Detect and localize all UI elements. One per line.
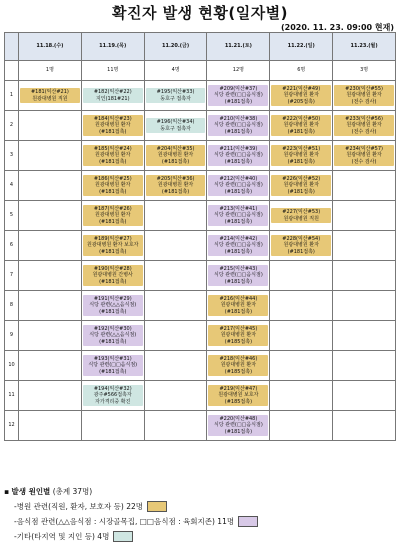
daily-count: 6명 [270, 61, 333, 81]
case-cell [81, 141, 144, 171]
case-line: #211(익산#39) [219, 145, 258, 152]
legend-item [14, 531, 396, 542]
case-entry [83, 355, 143, 376]
case-line: 자가격리중 확진 [95, 398, 131, 405]
case-line: #234(익산#57) [345, 145, 383, 152]
case-cell [81, 411, 144, 441]
case-line: (#181접촉) [224, 128, 253, 135]
case-cell [19, 321, 82, 351]
case-cell [270, 261, 333, 291]
case-line: 원광대병원 환자 보호자 [87, 242, 139, 249]
table-row [5, 351, 396, 381]
case-line: #227(익산#53) [282, 209, 321, 216]
case-line: 원광대병원 환자 [283, 182, 319, 189]
case-cell [81, 171, 144, 201]
corner-cell [5, 33, 19, 61]
case-line: 원광대병원 환자 [157, 182, 194, 189]
case-line: 식당 관련(□□음식점) [214, 272, 263, 279]
case-entry [146, 118, 206, 133]
case-cell [207, 171, 270, 201]
table-row [5, 81, 396, 111]
case-line: (#181접촉) [224, 278, 253, 285]
case-line: #214(익산#42) [219, 235, 258, 242]
legend-swatch [147, 501, 167, 512]
case-line: #204(익산#35) [156, 145, 195, 152]
case-line: #230(익산#55) [345, 85, 383, 92]
case-line: (#181접촉) [99, 188, 127, 195]
case-line: #216(익산#44) [219, 295, 258, 302]
legend-item [14, 501, 396, 512]
daily-count: 1명 [19, 61, 82, 81]
legend-item-text: 음식점 관련(△△음식점 : 시장골목집, □□음식점 : 육회지존) 11명 [16, 517, 235, 526]
case-line: #209(익산#37) [219, 85, 258, 92]
table-row [5, 411, 396, 441]
case-line: 원광대병원 환자 [283, 242, 319, 249]
case-cell [144, 141, 207, 171]
case-cell [144, 81, 207, 111]
row-number: 12 [5, 411, 19, 441]
case-line: (#181접촉) [287, 248, 315, 255]
case-entry [208, 355, 268, 376]
case-cell [270, 111, 333, 141]
case-line: #213(익산#41) [219, 205, 258, 212]
table-row [5, 291, 396, 321]
case-line: 광주#566접촉자 [93, 392, 132, 399]
case-entry [208, 415, 268, 436]
case-line: (#181접촉) [99, 308, 127, 315]
case-line: #186(익산#25) [93, 175, 132, 182]
case-cell [270, 321, 333, 351]
table-row [5, 321, 396, 351]
case-line: 원광대병원 환자 [220, 332, 257, 339]
case-line: 원광대병원 환자 [95, 212, 131, 219]
legend-dash: - [14, 502, 17, 511]
case-entry [83, 295, 143, 316]
case-entry [271, 115, 331, 136]
case-cell [333, 381, 396, 411]
case-cell [81, 321, 144, 351]
case-cell [19, 411, 82, 441]
case-entry [208, 175, 268, 196]
case-line: (#185접촉) [224, 398, 253, 405]
case-entry [208, 385, 268, 406]
case-line: #182(익산#22) [93, 89, 132, 96]
case-line: #185(익산#24) [93, 145, 132, 152]
case-line: #184(익산#23) [93, 115, 132, 122]
case-entry [83, 205, 143, 226]
legend-item-text: 기타(타지역 및 지인 등) 4명 [16, 532, 110, 541]
date-header: 11.21.(토) [207, 33, 270, 61]
case-line: (#181접촉) [224, 218, 253, 225]
case-cell [207, 231, 270, 261]
case-cell [270, 351, 333, 381]
case-line: (#181접촉) [287, 158, 315, 165]
case-cell [333, 351, 396, 381]
case-entry [208, 145, 268, 166]
case-cell [333, 111, 396, 141]
case-line: 원광대병원 환자 [220, 302, 257, 309]
case-entry [83, 175, 143, 196]
case-line: (#181접촉) [99, 278, 127, 285]
case-cell [81, 291, 144, 321]
case-cell [81, 231, 144, 261]
case-line: #226(익산#52) [282, 175, 321, 182]
case-line: #193(익산#31) [93, 355, 132, 362]
case-cell [270, 141, 333, 171]
case-line: #189(익산#27) [93, 235, 132, 242]
case-line: (#181접촉) [224, 188, 253, 195]
case-entry [271, 145, 331, 166]
case-line: 식당 관련(□□음식점) [214, 92, 263, 99]
case-line: #190(익산#28) [93, 265, 132, 272]
case-cell [81, 201, 144, 231]
table-row [5, 111, 396, 141]
case-line: 원광대병원 간병사 [92, 272, 133, 279]
case-line: 원광대병원 직원 [283, 215, 319, 222]
case-line: 식당 관련(□□음식점) [88, 362, 138, 369]
case-cell [333, 81, 396, 111]
case-cell [270, 291, 333, 321]
case-cell [81, 261, 144, 291]
table-row [5, 261, 396, 291]
case-entry [83, 265, 143, 286]
case-cell [19, 111, 82, 141]
case-line: 원광대병원 환자 [346, 92, 382, 99]
case-cell [207, 201, 270, 231]
count-corner [5, 61, 19, 81]
legend-swatch [238, 516, 258, 527]
case-line: (#181접촉) [99, 338, 127, 345]
row-number: 1 [5, 81, 19, 111]
case-cell [81, 111, 144, 141]
case-cell [144, 351, 207, 381]
case-cell [207, 141, 270, 171]
date-header: 11.19.(목) [81, 33, 144, 61]
case-cell [19, 291, 82, 321]
case-line: #194(익산#32) [93, 385, 132, 392]
case-line: #228(익산#54) [282, 235, 321, 242]
case-entry [271, 235, 331, 256]
case-cell [144, 411, 207, 441]
page-title: 확진자 발생 현황(일자별) [111, 4, 289, 22]
case-line: 원광대병원 환자 [95, 122, 131, 129]
case-line: 원광대병원 환자 [157, 152, 194, 159]
case-line: 원광대병원 환자 [283, 122, 319, 129]
case-entry [208, 235, 268, 256]
case-line: 원광대병원 환자 [283, 152, 319, 159]
case-cell [270, 411, 333, 441]
case-line: (#205접촉) [287, 98, 315, 105]
case-entry [334, 85, 394, 106]
case-line: 식당 관련(□□음식점) [214, 422, 263, 429]
case-line: (#181접촉) [224, 308, 253, 315]
case-line: (#181접촉) [287, 188, 315, 195]
case-line: 원광대병원 보호자 [218, 392, 259, 399]
case-line: 원광대병원 환자 [95, 152, 131, 159]
daily-count: 12명 [207, 61, 270, 81]
case-line: 지인(181#21) [95, 95, 130, 102]
case-entry [208, 265, 268, 286]
case-cell [19, 261, 82, 291]
case-line: (#181접촉) [161, 188, 190, 195]
case-line: #191(익산#29) [93, 295, 132, 302]
case-line: (#181접촉) [99, 158, 127, 165]
table-row [5, 201, 396, 231]
case-cell [333, 201, 396, 231]
table-row [5, 171, 396, 201]
case-line: 식당 관련(□□음식점) [214, 122, 263, 129]
case-entry [271, 175, 331, 196]
case-cell [19, 141, 82, 171]
case-line: 원광대병원 환자 [346, 122, 382, 129]
case-cell [144, 261, 207, 291]
case-line: (전수 검사) [351, 98, 377, 105]
report-date: (2020. 11. 23. 09:00 현재) [280, 23, 394, 32]
case-entry [208, 115, 268, 136]
date-header: 11.18.(수) [19, 33, 82, 61]
case-line: 식당 관련(□□음식점) [214, 242, 263, 249]
case-line: #217(익산#45) [219, 325, 258, 332]
case-cell [81, 381, 144, 411]
case-cell [333, 231, 396, 261]
case-entry [208, 205, 268, 226]
legend-item [14, 516, 396, 527]
case-entry [83, 115, 143, 136]
case-cell [333, 411, 396, 441]
table-row [5, 381, 396, 411]
row-number: 6 [5, 231, 19, 261]
case-cell [333, 321, 396, 351]
case-line: 식당 관련(□□음식점) [214, 212, 263, 219]
case-line: (전수 검사) [351, 158, 377, 165]
row-number: 5 [5, 201, 19, 231]
case-line: (#181접촉) [99, 128, 127, 135]
case-entry [271, 208, 331, 223]
case-line: (#181접촉) [224, 248, 253, 255]
legend-total: (총계 37명) [52, 487, 93, 496]
case-line: (#181접촉) [224, 428, 253, 435]
case-entry [83, 235, 143, 256]
date-header: 11.20.(금) [144, 33, 207, 61]
case-line: #221(익산#49) [282, 85, 321, 92]
case-line: (#185접촉) [224, 368, 253, 375]
case-line: #196(익산#34) [156, 119, 195, 126]
daily-count: 4명 [144, 61, 207, 81]
legend-item-text: 병원 관련(직원, 환자, 보호자 등) 22명 [16, 502, 143, 511]
case-line: (#181접촉) [224, 158, 253, 165]
case-line: #210(익산#38) [219, 115, 258, 122]
case-line: 동호구 접촉자 [160, 95, 191, 102]
case-entry [208, 85, 268, 106]
case-entry [146, 175, 206, 196]
case-line: #218(익산#46) [219, 355, 258, 362]
case-cell [333, 261, 396, 291]
case-line: 원광대병원 직원 [32, 95, 68, 102]
case-entry [83, 325, 143, 346]
legend-swatch [113, 531, 133, 542]
case-entry [83, 145, 143, 166]
table-row [5, 231, 396, 261]
case-cell [144, 111, 207, 141]
case-line: (#181접촉) [99, 218, 127, 225]
case-line: 식당 관련(□□음식점) [214, 152, 263, 159]
case-entry [83, 88, 143, 103]
case-line: #192(익산#30) [93, 325, 132, 332]
case-line: #195(익산#33) [156, 89, 195, 96]
case-cell [333, 171, 396, 201]
legend-dash: - [14, 532, 17, 541]
case-cell [144, 171, 207, 201]
case-line: (#181접촉) [99, 368, 127, 375]
row-number: 7 [5, 261, 19, 291]
case-cell [207, 351, 270, 381]
case-line: 동호구 접촉자 [160, 125, 191, 132]
case-cell [144, 201, 207, 231]
case-cell [19, 351, 82, 381]
case-cell [19, 81, 82, 111]
case-line: 식당 관련(△△음식점) [89, 332, 137, 339]
case-entry [208, 295, 268, 316]
case-line: 원광대병원 환자 [346, 152, 382, 159]
case-entry [271, 85, 331, 106]
case-cell [270, 171, 333, 201]
case-line: (#181접촉) [161, 158, 190, 165]
case-line: #222(익산#50) [282, 115, 321, 122]
case-line: #233(익산#56) [345, 115, 383, 122]
case-cell [19, 231, 82, 261]
case-line: 원광대병원 환자 [220, 362, 257, 369]
case-line: (#181접촉) [224, 98, 253, 105]
legend [4, 486, 396, 542]
case-cell [207, 411, 270, 441]
case-cell [207, 321, 270, 351]
date-header: 11.22.(일) [270, 33, 333, 61]
row-number: 8 [5, 291, 19, 321]
case-entry [334, 145, 394, 166]
row-number: 9 [5, 321, 19, 351]
case-line: #219(익산#47) [219, 385, 258, 392]
case-entry [208, 325, 268, 346]
row-number: 3 [5, 141, 19, 171]
row-number: 10 [5, 351, 19, 381]
case-cell [270, 81, 333, 111]
case-line: 식당 관련(△△음식점) [89, 302, 137, 309]
case-cell [144, 321, 207, 351]
case-line: (#181접촉) [287, 128, 315, 135]
case-line: #215(익산#43) [219, 265, 258, 272]
case-line: #187(익산#26) [93, 205, 132, 212]
case-line: 원광대병원 환자 [95, 182, 131, 189]
case-entry [334, 115, 394, 136]
case-line: (#181접촉) [99, 248, 127, 255]
case-cell [270, 201, 333, 231]
case-line: 식당 관련(□□음식점) [214, 182, 263, 189]
case-entry [146, 88, 206, 103]
row-number: 11 [5, 381, 19, 411]
case-cell [207, 381, 270, 411]
case-cell [270, 231, 333, 261]
daily-count: 3명 [333, 61, 396, 81]
case-line: #212(익산#40) [219, 175, 258, 182]
legend-dash: - [14, 517, 17, 526]
case-cell [207, 261, 270, 291]
case-line: (전수 검사) [351, 128, 377, 135]
case-cell [19, 171, 82, 201]
case-cell [333, 291, 396, 321]
case-line: 원광대병원 환자 [283, 92, 319, 99]
case-cell [19, 381, 82, 411]
case-line: (#185접촉) [224, 338, 253, 345]
case-cell [207, 291, 270, 321]
row-number: 2 [5, 111, 19, 141]
case-table [4, 32, 396, 441]
case-cell [81, 351, 144, 381]
case-cell [270, 381, 333, 411]
table-row [5, 141, 396, 171]
date-header: 11.23.(월) [333, 33, 396, 61]
case-line: #220(익산#48) [219, 415, 258, 422]
case-cell [144, 381, 207, 411]
case-cell [333, 141, 396, 171]
case-cell [207, 81, 270, 111]
case-entry [146, 145, 206, 166]
case-cell [144, 231, 207, 261]
case-cell [207, 111, 270, 141]
case-cell [81, 81, 144, 111]
case-entry [83, 385, 143, 406]
daily-count: 11명 [81, 61, 144, 81]
legend-bullet: ▪ [4, 487, 12, 496]
case-cell [144, 291, 207, 321]
legend-title: 발생 원인별 [11, 487, 51, 496]
case-entry [20, 88, 80, 103]
case-line: #205(익산#36) [156, 175, 195, 182]
row-number: 4 [5, 171, 19, 201]
case-line: #181(익산#21) [30, 89, 69, 96]
case-cell [19, 201, 82, 231]
case-line: #223(익산#51) [282, 145, 321, 152]
